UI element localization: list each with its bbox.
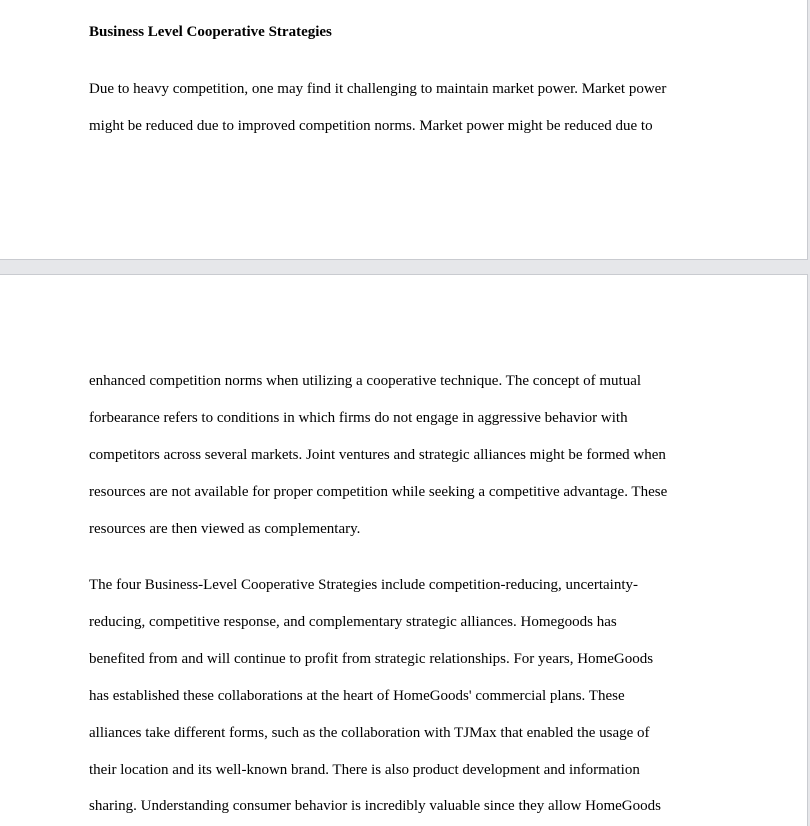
paragraph-line: sharing. Understanding consumer behavior is incredibly valuable since they allow HomeGoods — [89, 798, 661, 815]
paragraph-line: might be reduced due to improved competition norms. Market power might be reduced due to — [89, 117, 653, 134]
paragraph-line: resources are not available for proper competition while seeking a competitive advantage. These — [89, 483, 668, 500]
paragraph-line: enhanced competition norms when utilizing a cooperative technique. The concept of mutual — [89, 373, 642, 389]
document-page-1 — [0, 0, 808, 260]
paragraph-line: alliances take different forms, such as the collaboration with TJMax that enabled the usage of — [89, 724, 650, 741]
paragraph-line: their location and its well-known brand. There is also product development and information — [89, 761, 640, 778]
paragraph-line: benefited from and will continue to profit from strategic relationships. For years, HomeGoods — [89, 650, 654, 667]
paragraph-line: resources are then viewed as complementary. — [89, 520, 361, 537]
paragraph-line: Due to heavy competition, one may find it challenging to maintain market power. Market power — [89, 81, 667, 97]
paragraph-1-start — [89, 71, 714, 145]
paragraph-line: reducing, competitive response, and complementary strategic alliances. Homegoods has — [89, 613, 617, 630]
paragraph-1-continued — [89, 363, 714, 548]
paragraph-line: competitors across several markets. Joint ventures and strategic alliances might be formed when — [89, 446, 666, 463]
paragraph-line: forbearance refers to conditions in which firms do not engage in aggressive behavior with — [89, 409, 628, 426]
paragraph-2 — [89, 567, 714, 825]
document-page-2 — [0, 274, 808, 826]
paragraph-line: The four Business-Level Cooperative Strategies include competition-reducing, uncertainty- — [89, 577, 638, 593]
section-heading: Business Level Cooperative Strategies — [89, 24, 332, 40]
paragraph-line: has established these collaborations at the heart of HomeGoods' commercial plans. These — [89, 687, 625, 704]
